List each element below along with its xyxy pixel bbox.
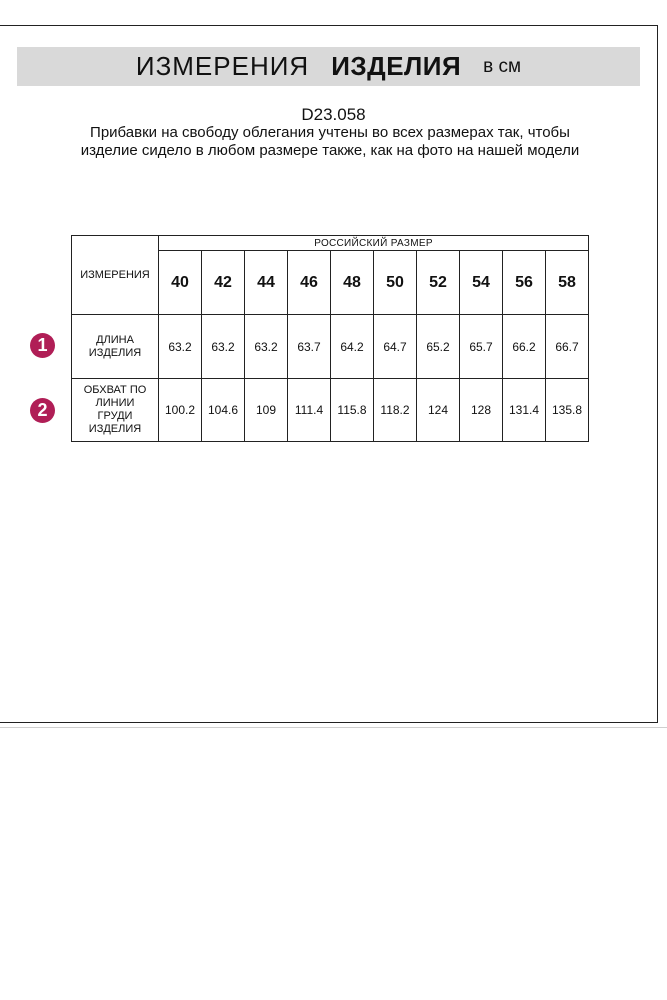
row-2-badge: 2 <box>30 398 55 423</box>
table-cell: 115.8 <box>331 379 374 442</box>
title-bar <box>17 47 640 86</box>
table-cell: 65.2 <box>417 315 460 379</box>
table-cell: 118.2 <box>374 379 417 442</box>
product-code: D23.058 <box>301 105 366 124</box>
title-measurements: ИЗМЕРЕНИЯ <box>135 51 310 81</box>
divider <box>0 727 667 728</box>
table-cell: 65.7 <box>460 315 503 379</box>
table-cell: 128 <box>460 379 503 442</box>
size-header: 58 <box>546 251 589 315</box>
size-header: 46 <box>288 251 331 315</box>
table-cell: 135.8 <box>546 379 589 442</box>
table-row <box>72 379 589 442</box>
table-cell: 63.7 <box>288 315 331 379</box>
size-header: 56 <box>503 251 546 315</box>
table-cell: 63.2 <box>159 315 202 379</box>
table-cell: 64.7 <box>374 315 417 379</box>
size-header: 48 <box>331 251 374 315</box>
size-header: 54 <box>460 251 503 315</box>
table-cell: 100.2 <box>159 379 202 442</box>
table-cell: 63.2 <box>202 315 245 379</box>
size-header: 52 <box>417 251 460 315</box>
table-cell: 131.4 <box>503 379 546 442</box>
russian-size-header: РОССИЙСКИЙ РАЗМЕР <box>159 236 589 251</box>
measurements-header: ИЗМЕРЕНИЯ <box>72 236 159 315</box>
row-1-badge: 1 <box>30 333 55 358</box>
table-cell: 63.2 <box>245 315 288 379</box>
title-units: в см <box>483 55 522 77</box>
size-header: 40 <box>159 251 202 315</box>
row-label-length: ДЛИНА ИЗДЕЛИЯ <box>72 315 159 379</box>
size-table <box>71 235 589 442</box>
table-cell: 104.6 <box>202 379 245 442</box>
table-cell: 66.7 <box>546 315 589 379</box>
table-cell: 109 <box>245 379 288 442</box>
table-row <box>72 315 589 379</box>
table-cell: 66.2 <box>503 315 546 379</box>
title-item: ИЗДЕЛИЯ <box>331 51 462 81</box>
table-cell: 64.2 <box>331 315 374 379</box>
size-header: 50 <box>374 251 417 315</box>
size-header: 42 <box>202 251 245 315</box>
table-cell: 111.4 <box>288 379 331 442</box>
table-cell: 124 <box>417 379 460 442</box>
fit-note: Прибавки на свободу облегания учтены во всех размерах так, чтобы изделие сидело в любом размере также, как на фото на нашей модели <box>80 124 580 159</box>
row-label-chest: ОБХВАТ ПО ЛИНИИ ГРУДИ ИЗДЕЛИЯ <box>72 379 159 442</box>
size-header: 44 <box>245 251 288 315</box>
